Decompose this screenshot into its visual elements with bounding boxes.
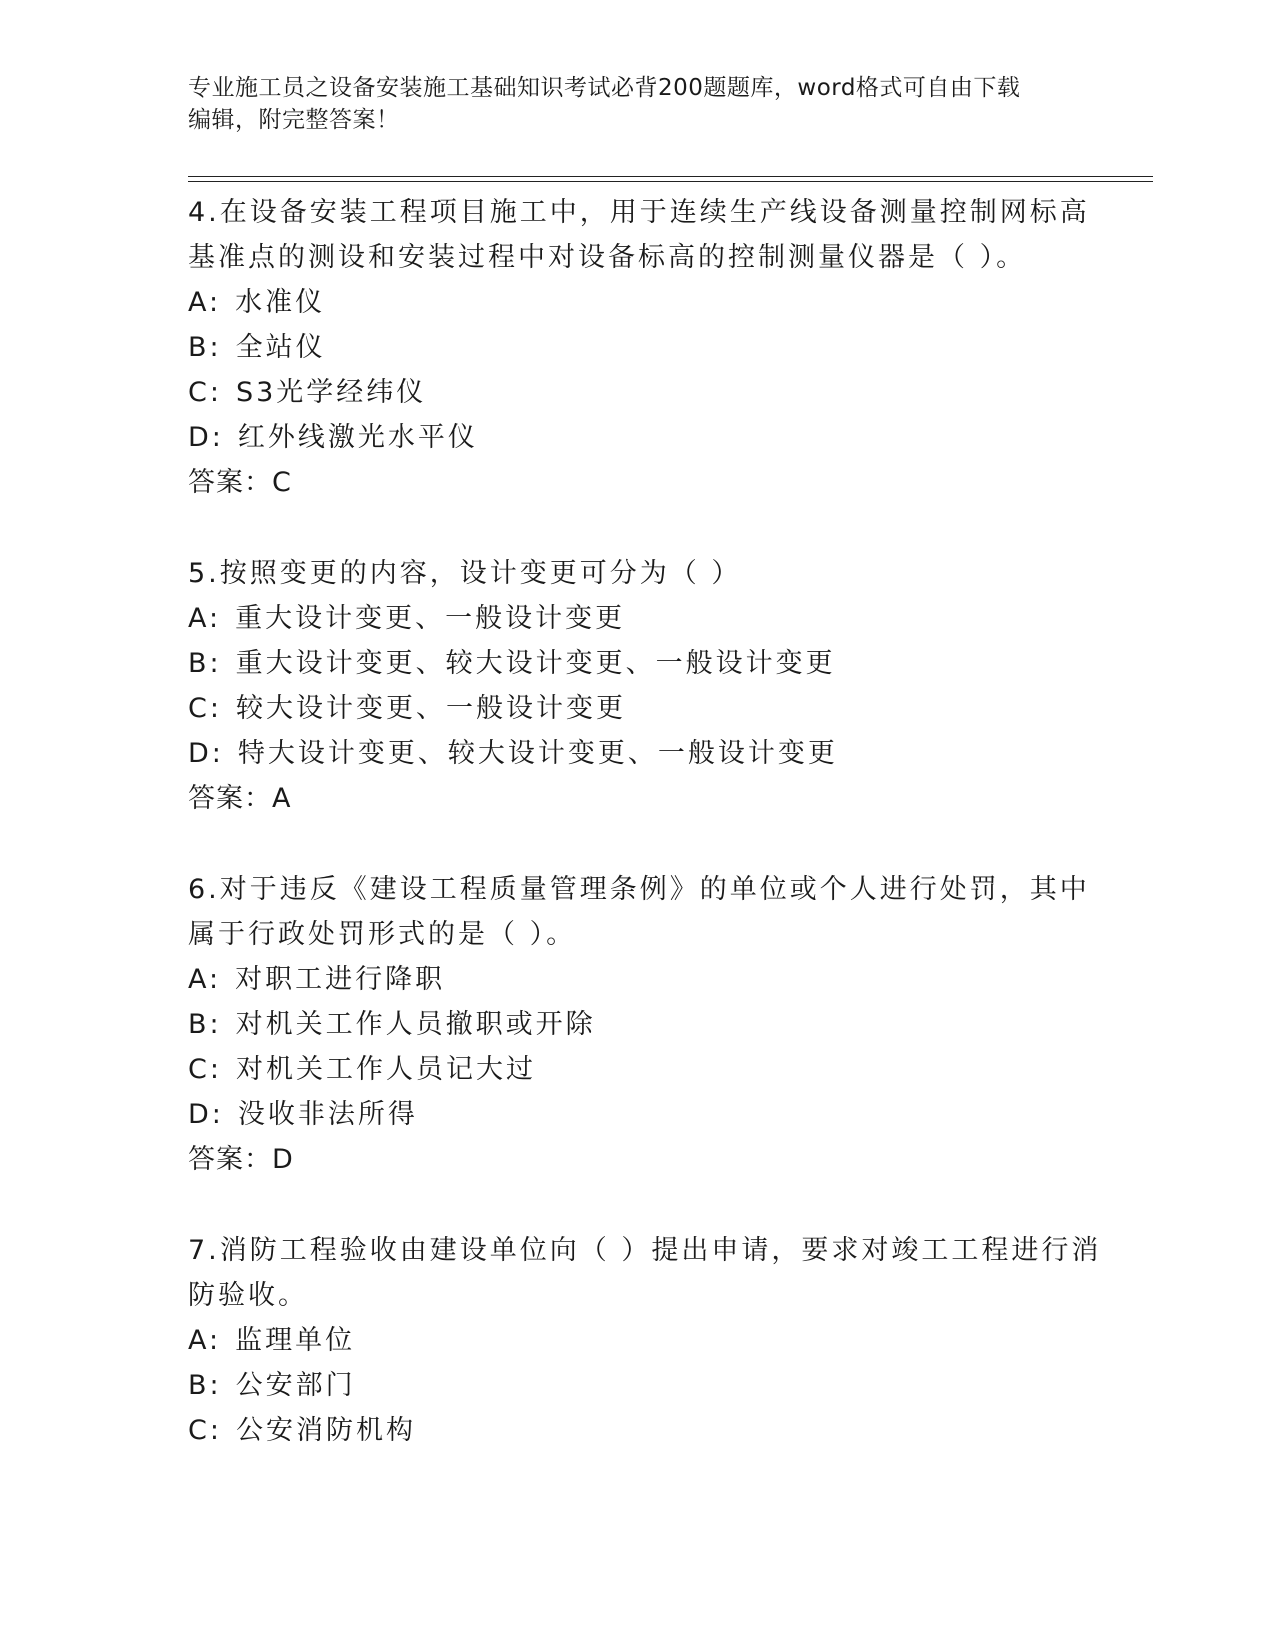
option-c [188,1047,1088,1092]
answer-line: 答案：D [188,1144,294,1175]
option-text: 较大设计变更、一般设计变更 [235,693,626,724]
option-text: 没收非法所得 [237,1099,418,1130]
question-list [188,190,1102,1453]
option-letter: A: [188,1325,222,1356]
option-letter: D: [188,738,224,769]
question-text-line: 6.对于违反《建设工程质量管理条例》的单位或个人进行处罚，其中 [188,874,1090,905]
header-divider-bottom [188,181,1153,182]
option-letter: B: [188,332,222,363]
option-a [188,1318,1088,1363]
question-text-line: 属于行政处罚形式的是（ ）。 [188,919,577,950]
option-text: 对机关工作人员撤职或开除 [235,1009,596,1040]
question-text-line: 防验收。 [188,1280,308,1311]
option-b [188,641,1088,686]
option-letter: A: [188,603,222,634]
option-a [188,596,1088,641]
option-c [188,1408,1088,1453]
option-c [188,686,1088,731]
option-text: 监理单位 [235,1325,356,1356]
option-a [188,280,1088,325]
option-b [188,1363,1088,1408]
question-text-line: 4.在设备安装工程项目施工中，用于连续生产线设备测量控制网标高 [188,197,1090,228]
option-d [188,1092,1088,1137]
option-d [188,415,1088,460]
option-letter: C: [188,377,222,408]
question-text [188,190,1088,280]
answer-line: 答案：A [188,783,292,814]
question-item [188,190,1088,505]
question-text-line: 基准点的测设和安装过程中对设备标高的控制测量仪器是（ ）。 [188,242,1027,273]
question-text [188,1228,1102,1318]
option-b [188,1002,1088,1047]
option-d [188,731,1088,776]
header-title-line-1: 专业施工员之设备安装施工基础知识考试必背200题题库，word格式可自由下载 [188,75,1021,101]
option-text: 对机关工作人员记大过 [235,1054,536,1085]
option-letter: D: [188,422,224,453]
option-text: 公安部门 [235,1370,356,1401]
answer-line: 答案：C [188,467,292,498]
question-spacer [188,1182,1088,1228]
option-text: 对职工进行降职 [235,964,446,995]
document-header [188,72,1068,136]
option-letter: B: [188,1009,222,1040]
option-letter: A: [188,287,222,318]
option-text: 公安消防机构 [235,1415,416,1446]
option-b [188,325,1088,370]
option-text: 水准仪 [235,287,326,318]
header-title-line-2: 编辑，附完整答案！ [188,107,400,133]
question-text [188,551,1088,596]
question-text-line: 5.按照变更的内容，设计变更可分为（ ） [188,558,742,589]
option-letter: C: [188,693,222,724]
option-text: 重大设计变更、较大设计变更、一般设计变更 [235,648,836,679]
option-c [188,370,1088,415]
option-text: 特大设计变更、较大设计变更、一般设计变更 [237,738,838,769]
question-text-line: 7.消防工程验收由建设单位向（ ）提出申请，要求对竣工工程进行消 [188,1235,1102,1266]
option-letter: B: [188,648,222,679]
option-letter: C: [188,1415,222,1446]
option-letter: D: [188,1099,224,1130]
question-text [188,867,1088,957]
option-text: 全站仪 [235,332,326,363]
option-text: 重大设计变更、一般设计变更 [235,603,626,634]
header-divider-top [188,176,1153,177]
option-text: 红外线激光水平仪 [237,422,478,453]
question-spacer [188,505,1088,551]
question-item [188,551,1088,821]
option-letter: C: [188,1054,222,1085]
option-text: S3光学经纬仪 [235,377,427,408]
question-spacer [188,821,1088,867]
option-a [188,957,1088,1002]
option-letter: B: [188,1370,222,1401]
option-letter: A: [188,964,222,995]
question-item [188,1228,1102,1453]
question-item [188,867,1088,1182]
